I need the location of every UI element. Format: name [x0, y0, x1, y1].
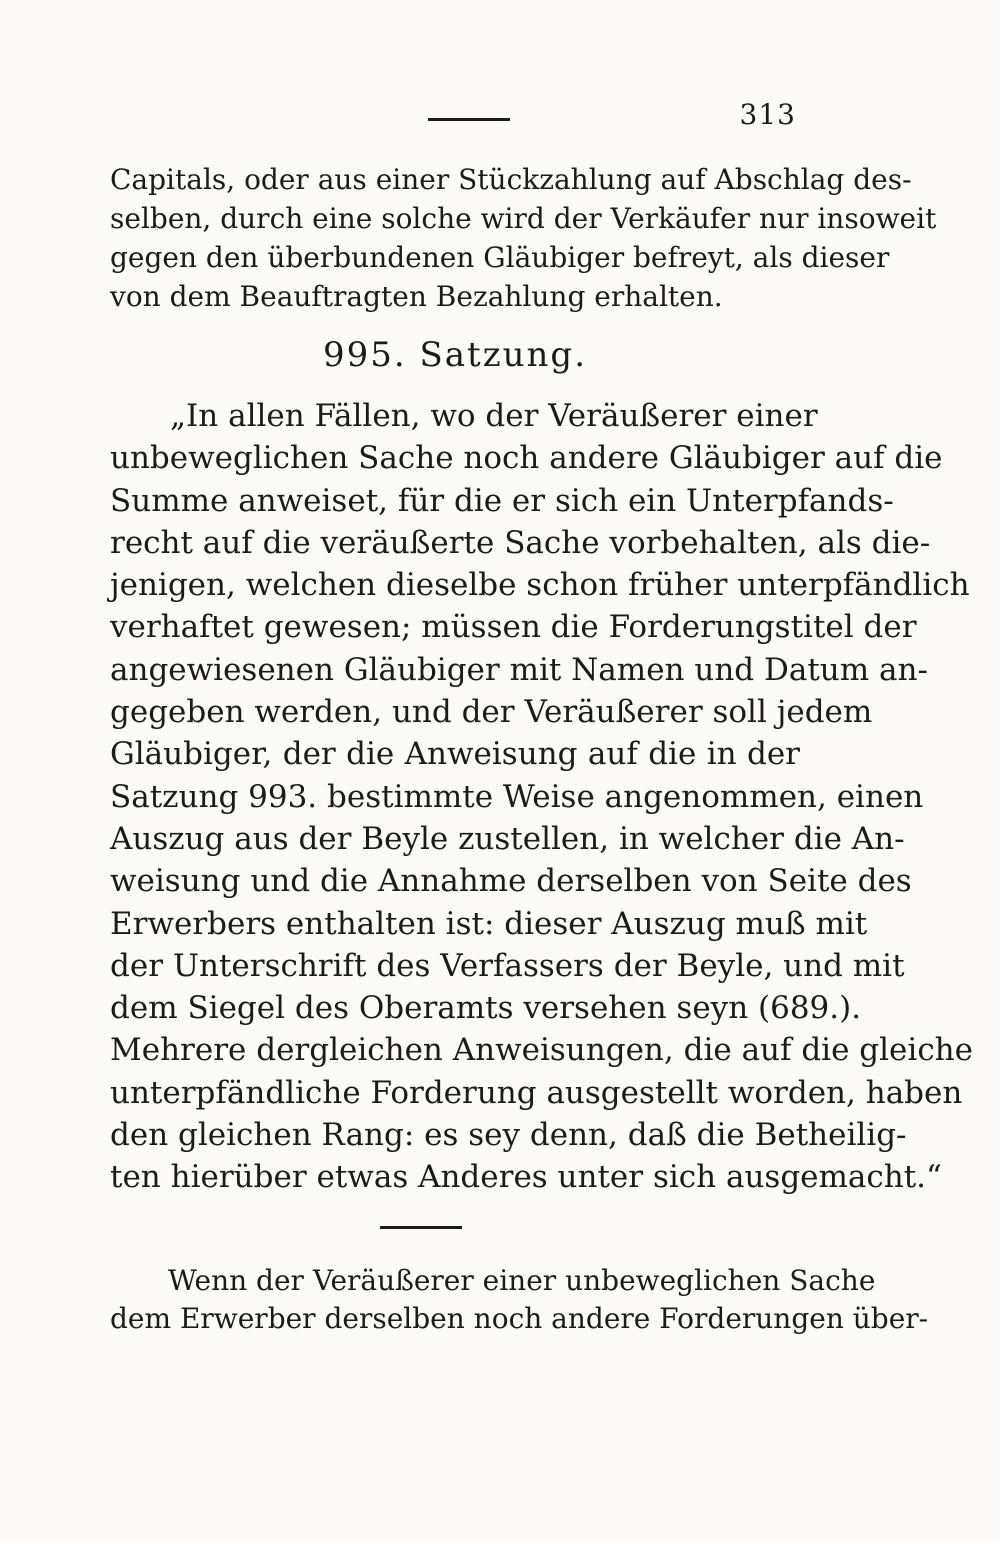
text-line: verhaftet gewesen; müssen die Forderungstitel der: [110, 609, 917, 646]
text-line: unterpfändliche Forderung ausgestellt worden, haben: [110, 1074, 963, 1111]
text-line: Wenn der Veräußerer einer unbeweglichen Sache: [168, 1264, 876, 1297]
section-heading: 995. Satzung.: [322, 335, 588, 375]
text-line: Gläubiger, der die Anweisung auf die in der: [110, 736, 800, 773]
text-line: gegeben werden, und der Veräußerer soll jedem: [110, 694, 873, 731]
main-paragraph: [110, 395, 973, 1199]
text-line: Auszug aus der Beyle zustellen, in welcher die An-: [110, 820, 905, 857]
text-line: angewiesenen Gläubiger mit Namen und Datum an-: [110, 651, 928, 688]
text-line: den gleichen Rang: es sey denn, daß die Betheilig-: [110, 1117, 907, 1154]
section-divider: [380, 1226, 462, 1229]
text-line: Summe anweiset, für die er sich ein Unterpfands-: [110, 482, 894, 519]
text-line: Erwerbers enthalten ist: dieser Auszug muß mit: [110, 905, 868, 942]
bottom-paragraph: [110, 1262, 929, 1338]
text-line: ten hierüber etwas Anderes unter sich ausgemacht.“: [110, 1159, 942, 1196]
text-line: jenigen, welchen dieselbe schon früher unterpfändlich: [110, 567, 970, 604]
header-rule: [428, 118, 510, 121]
text-line: dem Erwerber derselben noch andere Forderungen über-: [110, 1302, 929, 1335]
text-line: recht auf die veräußerte Sache vorbehalten, als die-: [110, 524, 931, 561]
text-line: Capitals, oder aus einer Stückzahlung auf Abschlag des-: [110, 163, 912, 196]
text-line: „In allen Fällen, wo der Veräußerer einer: [170, 398, 818, 434]
text-line: der Unterschrift des Verfassers der Beyle, und mit: [110, 947, 905, 984]
text-line: gegen den überbundenen Gläubiger befreyt, als dieser: [110, 241, 890, 274]
text-line: dem Siegel des Oberamts versehen seyn (689.).: [110, 990, 862, 1027]
text-line: Satzung 993. bestimmte Weise angenommen, einen: [110, 778, 924, 815]
text-line: Mehrere dergleichen Anweisungen, die auf die gleiche: [110, 1032, 973, 1069]
top-paragraph: [110, 160, 937, 316]
text-line: selben, durch eine solche wird der Verkäufer nur insoweit: [110, 202, 937, 235]
text-line: von dem Beauftragten Bezahlung erhalten.: [110, 280, 723, 313]
text-line: unbeweglichen Sache noch andere Gläubiger auf die: [110, 440, 943, 477]
page-number: 313: [739, 98, 796, 131]
text-line: weisung und die Annahme derselben von Seite des: [110, 863, 912, 900]
page-header: [110, 96, 796, 136]
